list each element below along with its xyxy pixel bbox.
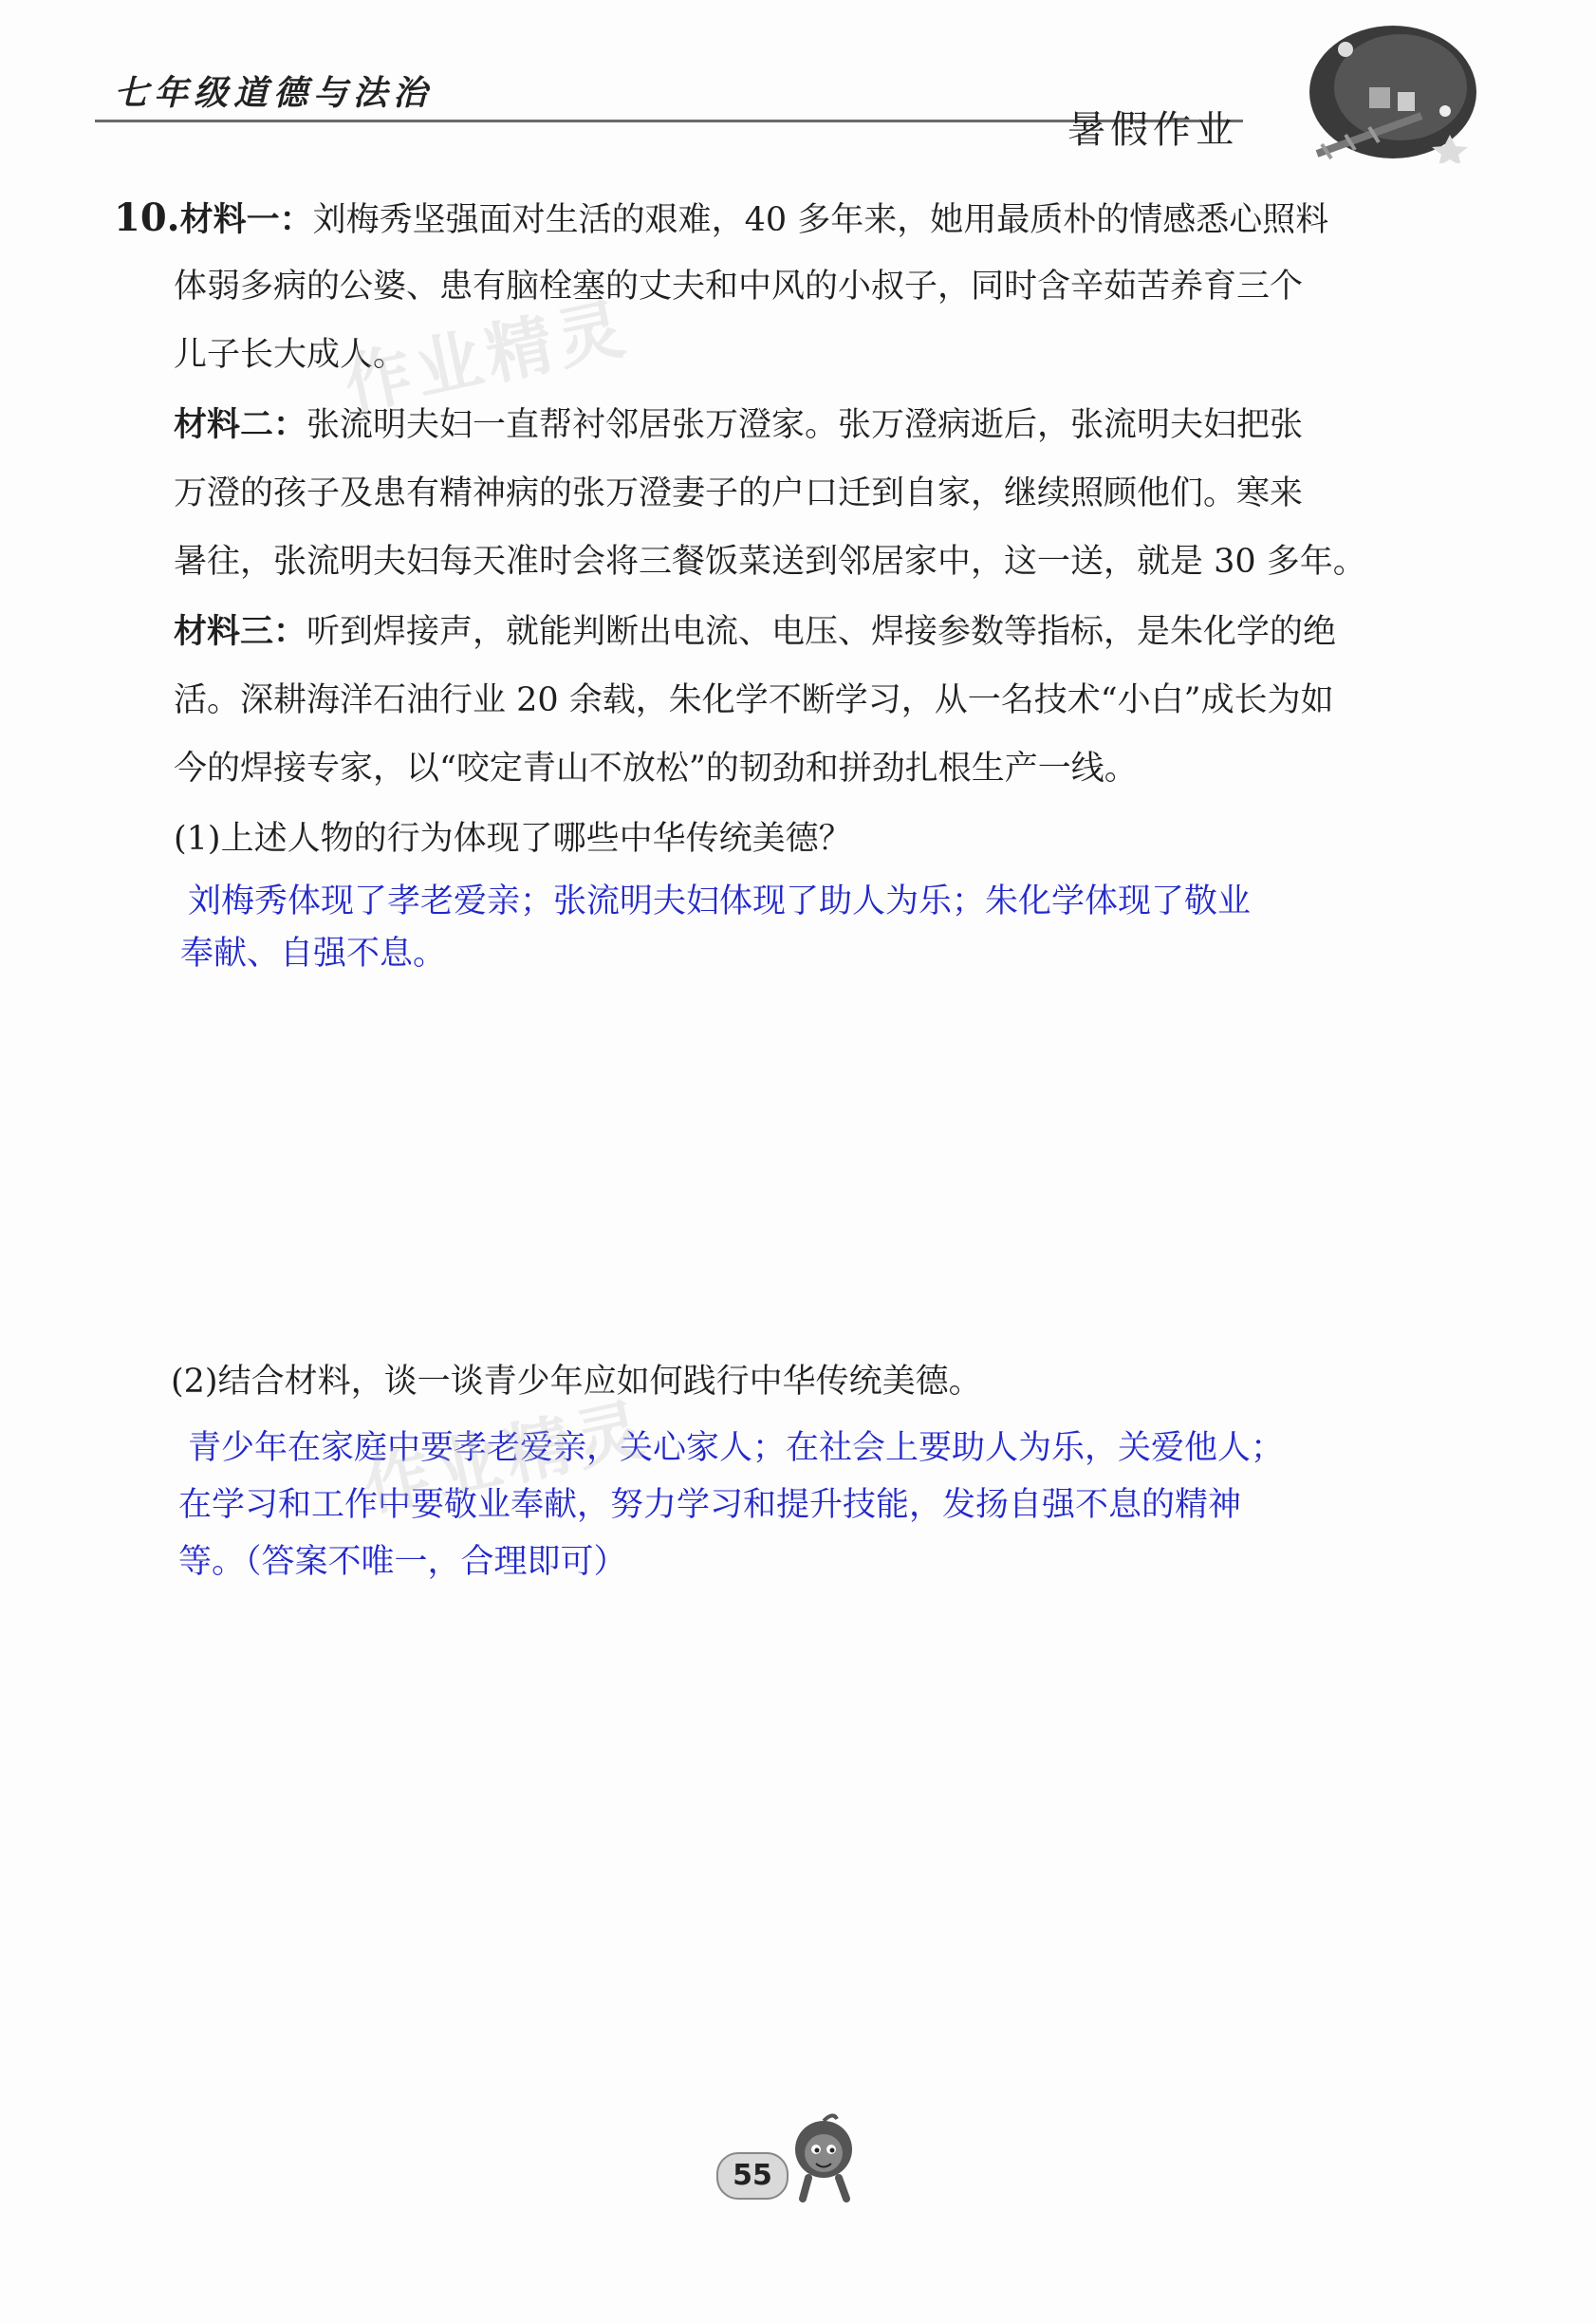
sub-question-2: (2)结合材料，谈一谈青少年应如何践行中华传统美德。 [171, 1363, 982, 1401]
material-3-line-1 [174, 613, 1336, 651]
material-1-text: 儿子长大成人。 [174, 336, 407, 374]
material-3-text: 活。深耕海洋石油行业 20 余载，朱化学不断学习，从一名技术“小白”成长为如 [174, 681, 1334, 719]
header-series: 暑假作业 [1067, 108, 1238, 152]
header-subject: 七年级道德与法治 [114, 74, 434, 113]
material-3-label: 材料三： [174, 613, 307, 651]
material-2-text: 暑往，张流明夫妇每天准时会将三餐饭菜送到邻居家中，这一送，就是 30 多年。 [174, 543, 1366, 581]
question-10-line-1 [114, 195, 1329, 240]
answer-1-line: 刘梅秀体现了孝老爱亲；张流明夫妇体现了助人为乐；朱化学体现了敬业 [188, 883, 1252, 920]
page-number: 55 [716, 2152, 789, 2200]
mascot-icon [788, 2111, 863, 2206]
header-illustration-icon [1279, 21, 1478, 163]
watermark: 作业精灵 [356, 1389, 656, 1526]
answer-2-line: 青少年在家庭中要孝老爱亲，关心家人；在社会上要助人为乐，关爱他人； [188, 1429, 1285, 1467]
material-3-text: 今的焊接专家，以“咬定青山不放松”的韧劲和拼劲扎根生产一线。 [174, 750, 1138, 788]
answer-2-line: 在学习和工作中要敬业奉献，努力学习和提升技能，发扬自强不息的精神 [178, 1486, 1242, 1524]
material-2-label: 材料二： [174, 406, 307, 444]
sub-question-1: (1)上述人物的行为体现了哪些中华传统美德？ [174, 820, 852, 858]
question-number: 10. [114, 195, 180, 240]
material-3-text: 听到焊接声，就能判断出电流、电压、焊接参数等指标，是朱化学的绝 [306, 613, 1337, 651]
material-2-text: 张流明夫妇一直帮衬邻居张万澄家。张万澄病逝后，张流明夫妇把张 [306, 406, 1304, 444]
material-1-text: 刘梅秀坚强面对生活的艰难，40 多年来，她用最质朴的情感悉心照料 [312, 201, 1329, 239]
answer-2-line: 等。（答案不唯一，合理即可） [178, 1543, 627, 1581]
material-2-line-1 [174, 406, 1303, 444]
material-1-label: 材料一： [179, 201, 313, 239]
watermark: 作业精灵 [337, 288, 637, 425]
material-1-text: 体弱多病的公婆、患有脑栓塞的丈夫和中风的小叔子，同时含辛茹苦养育三个 [174, 268, 1304, 306]
material-2-text: 万澄的孩子及患有精神病的张万澄妻子的户口迁到自家，继续照顾他们。寒来 [174, 474, 1304, 512]
answer-1-line: 奉献、自强不息。 [180, 935, 447, 973]
